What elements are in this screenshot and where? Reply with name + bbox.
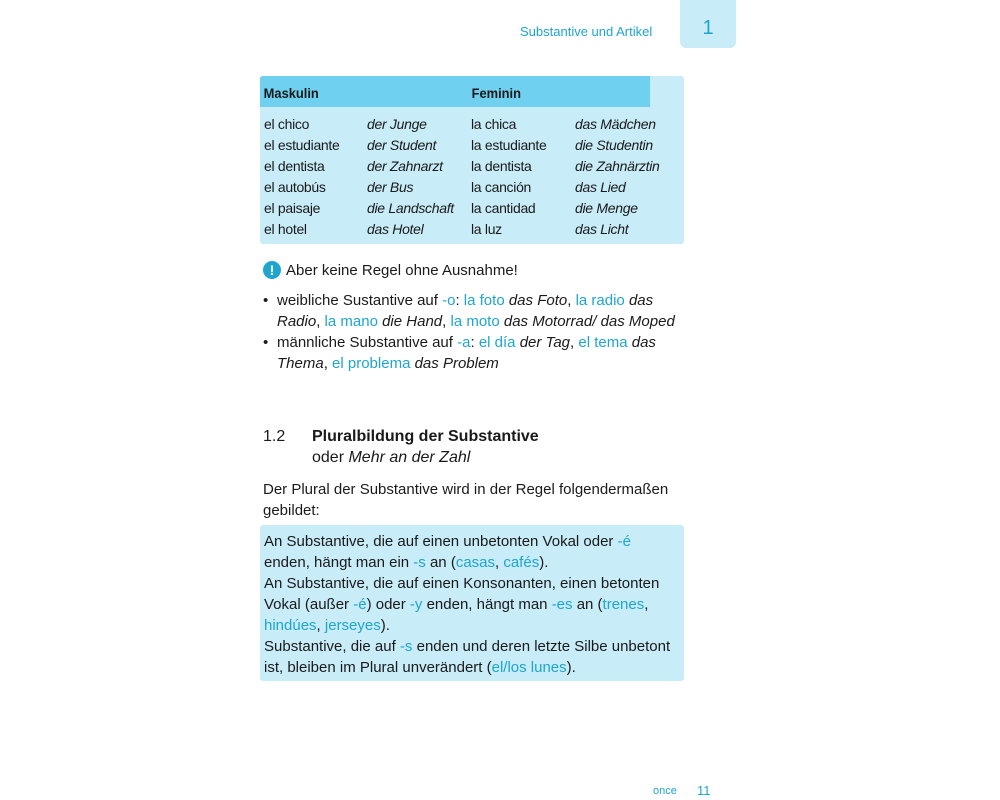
exception-note [263, 261, 518, 279]
feminine-spanish: la cantidad [471, 200, 536, 216]
masculine-spanish: el autobús [264, 179, 326, 195]
plural-rules-box [260, 525, 684, 681]
header-feminine: Feminin [471, 85, 521, 101]
masculine-german: der Student [367, 137, 437, 153]
chapter-title: Substantive und Artikel [520, 24, 653, 39]
table-row [260, 135, 684, 156]
section-subtitle: oder Mehr an der Zahl [312, 449, 471, 466]
rule-item: An Substantive, die auf einen Konsonanten, einen betonten Vokal (außer -é) oder -y enden, hängt man -es an (trenes, hindúes, jerseyes). [264, 575, 660, 634]
section-title: Pluralbildung der Substantive [312, 428, 539, 445]
list-item: • weibliche Sustantive auf -o: la foto das Foto, la radio das Radio, la mano die Hand, la moto das Motorrad/ das Moped [263, 290, 683, 332]
masculine-spanish: el estudiante [264, 137, 340, 153]
feminine-spanish: la estudiante [471, 137, 547, 153]
feminine-german: das Mädchen [575, 116, 656, 132]
table-row [260, 114, 684, 135]
section-number: 1.2 [263, 428, 286, 445]
feminine-german: die Studentin [575, 137, 653, 153]
vocabulary-table [260, 76, 684, 244]
feminine-german: die Menge [575, 200, 638, 216]
feminine-spanish: la chica [471, 116, 517, 132]
masculine-spanish: el hotel [264, 221, 307, 237]
rule-item: Substantive, die auf -s enden und deren letzte Silbe unbetont ist, bleiben im Plural unverändert (el/los lunes). [264, 638, 671, 676]
footer-page-word: once [653, 785, 677, 797]
feminine-german: die Zahnärztin [575, 158, 660, 174]
footer-page-number: 11 [697, 783, 711, 798]
chapter-number-tab: 1 [680, 0, 736, 48]
feminine-spanish: la luz [471, 221, 502, 237]
feminine-german: das Licht [575, 221, 629, 237]
intro-paragraph: Der Plural der Substantive wird in der Regel folgendermaßen gebildet: [263, 481, 669, 519]
masculine-spanish: el chico [264, 116, 310, 132]
table-row [260, 198, 684, 219]
table-header [260, 76, 650, 107]
feminine-spanish: la canción [471, 179, 532, 195]
feminine-german: das Lied [575, 179, 626, 195]
table-body [260, 114, 684, 240]
exception-list [263, 290, 683, 374]
list-item: • männliche Substantive auf -a: el día der Tag, el tema das Thema, el problema das Problem [263, 332, 683, 374]
note-text: Aber keine Regel ohne Ausnahme! [286, 261, 518, 279]
rule-item: An Substantive, die auf einen unbetonten Vokal oder -é enden, hängt man ein -s an (casas, cafés). [264, 533, 631, 571]
masculine-german: der Bus [367, 179, 414, 195]
masculine-spanish: el dentista [264, 158, 325, 174]
masculine-spanish: el paisaje [264, 200, 321, 216]
masculine-german: das Hotel [367, 221, 424, 237]
exclamation-icon: ! [263, 261, 281, 279]
table-row [260, 156, 684, 177]
feminine-spanish: la dentista [471, 158, 532, 174]
masculine-german: die Landschaft [367, 200, 454, 216]
header-masculine: Maskulin [263, 85, 319, 101]
masculine-german: der Zahnarzt [367, 158, 443, 174]
table-row [260, 177, 684, 198]
masculine-german: der Junge [367, 116, 427, 132]
table-row [260, 219, 684, 240]
